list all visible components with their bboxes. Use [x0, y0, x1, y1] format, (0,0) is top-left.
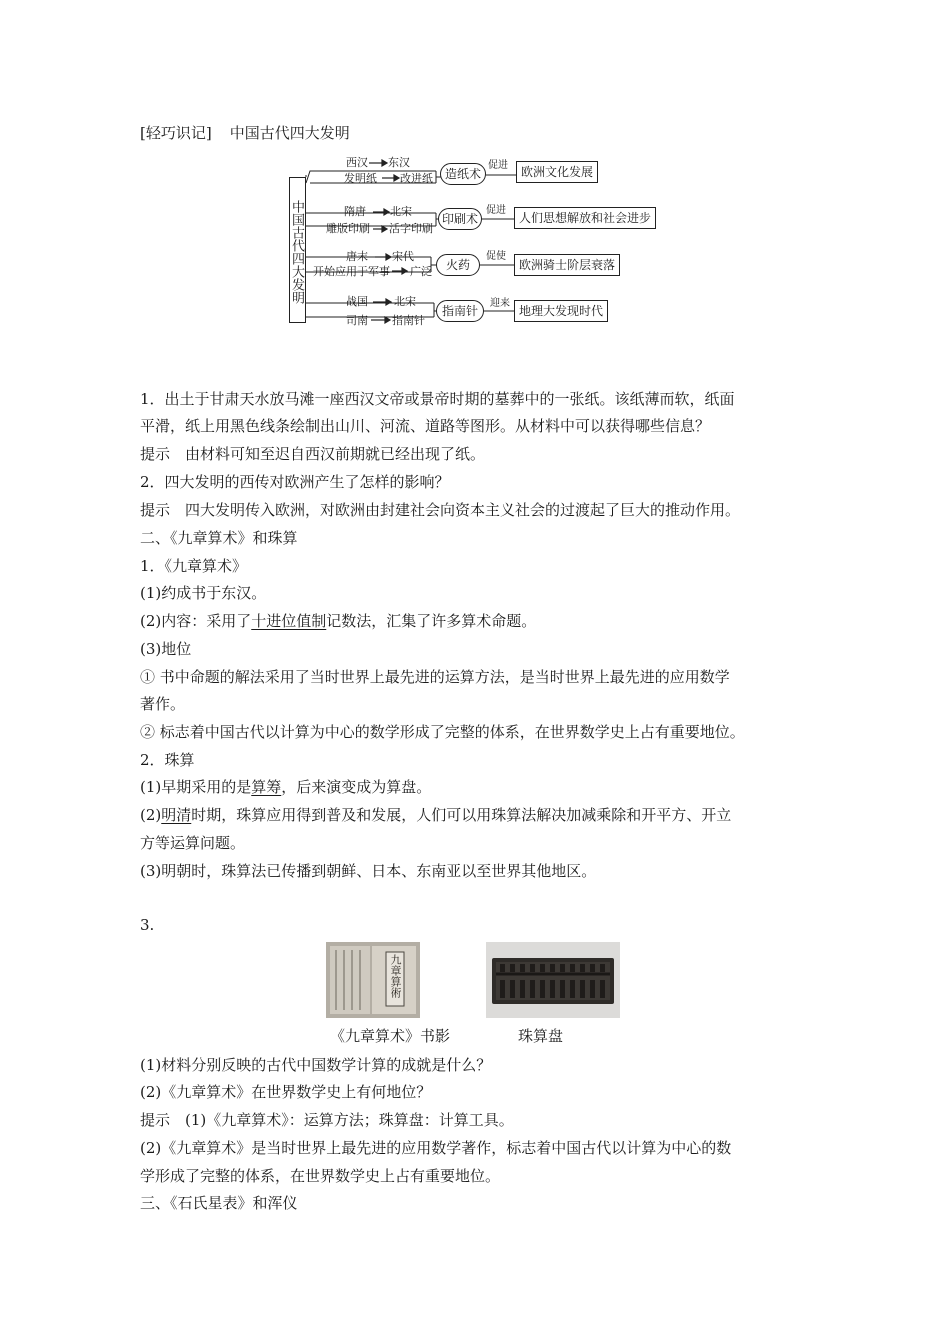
section2-p1: (1)约成书于东汉。: [140, 584, 267, 602]
invention-printing: 印刷术: [438, 208, 482, 230]
caption-book: 《九章算术》书影: [330, 1027, 451, 1045]
p2-suffix: 记数法，汇集了许多算术命题。: [326, 612, 537, 630]
section3-title: 三、《石氏星表》和浑仪: [140, 1194, 298, 1212]
p2-underlined-term: 十进位值制: [251, 612, 327, 630]
q1-line-1: 1．出土于甘肃天水放马滩一座西汉文帝或景帝时期的墓葬中的一张纸。该纸薄而软，纸面: [140, 390, 735, 408]
q1-line-2: 平滑，纸上用黑色线条绘制出山川、河流、道路等图形。从材料中可以获得哪些信息？: [140, 417, 711, 435]
heading-bracket: [轻巧识记]: [140, 124, 212, 142]
branch2-line1-start: 隋唐: [344, 205, 366, 218]
q3-question-b: (2)《九章算术》在世界数学史上有何地位？: [140, 1083, 432, 1101]
branch4-line1-end: 北宋: [394, 295, 416, 308]
branch4-line2-end: 指南针: [392, 314, 425, 327]
p7-underlined-term: 明清: [161, 806, 192, 824]
section2-p4a: ① 书中命题的解法采用了当时世界上最先进的运算方法，是当时世界上最先进的应用数学: [140, 668, 730, 686]
branch1-line2-end: 改进纸: [400, 172, 433, 185]
branch4-line2-start: 司南: [346, 314, 368, 327]
branch3-line1-end: 宋代: [392, 250, 414, 263]
q1-hint: 提示 由材料可知至迟自西汉前期就已经出现了纸。: [140, 445, 486, 463]
p7-prefix: (2): [140, 806, 162, 824]
mnemonic-heading: [140, 123, 350, 143]
abacus-illustration: [486, 942, 620, 1018]
p6-suffix: ，后来演变成为算盘。: [281, 778, 432, 796]
abacus-photo: [486, 942, 620, 1018]
effect-compass: 地理大发现时代: [514, 300, 608, 322]
heading-title: 中国古代四大发明: [229, 124, 350, 142]
section2-p7b: 方等运算问题。: [140, 834, 246, 852]
section2-p6: [140, 777, 431, 797]
diagram-root-box: 中国古代四大发明: [289, 177, 306, 323]
four-inventions-diagram: [286, 153, 676, 325]
jiuzhang-book-photo: [326, 942, 420, 1018]
section2-title: 二、《九章算术》和珠算: [140, 529, 298, 547]
p6-underlined-term: 算筹: [251, 778, 282, 796]
branch4-verb: 迎来: [490, 298, 510, 309]
invention-papermaking: 造纸术: [440, 163, 486, 185]
section2-p2: [140, 611, 536, 631]
branch2-line1-end: 北宋: [390, 205, 412, 218]
branch3-verb: 促使: [486, 251, 506, 262]
effect-gunpowder: 欧洲骑士阶层衰落: [514, 254, 620, 276]
branch2-verb: 促进: [486, 205, 506, 216]
caption-abacus: 珠算盘: [518, 1027, 564, 1045]
q3-hint-1: 提示 (1)《九章算术》：运算方法；珠算盘：计算工具。: [140, 1111, 514, 1129]
q2-hint: 提示 四大发明传入欧洲，对欧洲由封建社会向资本主义社会的过渡起了巨大的推动作用。: [140, 501, 741, 519]
branch2-line2-end: 活字印刷: [389, 222, 433, 235]
q3-question-a: (1)材料分别反映的古代中国数学计算的成就是什么？: [140, 1056, 492, 1074]
branch4-line1-start: 战国: [346, 295, 368, 308]
section2-p8: (3)明朝时，珠算法已传播到朝鲜、日本、东南亚以至世界其他地区。: [140, 862, 597, 880]
branch3-line1-start: 唐末: [346, 250, 368, 263]
effect-printing: 人们思想解放和社会进步: [514, 207, 656, 229]
section2-sub1: 1．《九章算术》: [140, 557, 248, 575]
p2-prefix: (2)内容：采用了: [140, 612, 252, 630]
branch1-line2-start: 发明纸: [344, 172, 377, 185]
branch3-line2-start: 开始应用于军事: [313, 265, 390, 278]
q2-question: 2．四大发明的西传对欧洲产生了怎样的影响？: [140, 473, 450, 491]
book-cover-title: 九章算術: [389, 954, 402, 998]
branch3-line2-end: 广泛: [410, 265, 432, 278]
p6-prefix: (1)早期采用的是: [140, 778, 252, 796]
section2-p5: ② 标志着中国古代以计算为中心的数学形成了完整的体系，在世界数学史上占有重要地位。: [140, 723, 745, 741]
section2-sub2: 2．珠算: [140, 751, 195, 769]
book-illustration: [326, 942, 420, 1018]
branch1-line1-start: 西汉: [346, 156, 368, 169]
effect-papermaking: 欧洲文化发展: [516, 161, 598, 183]
invention-compass: 指南针: [436, 300, 484, 322]
p7-suffix: 时期，珠算应用得到普及和发展，人们可以用珠算法解决加减乘除和开平方、开立: [191, 806, 732, 824]
section2-p7: [140, 805, 731, 825]
branch1-verb: 促进: [488, 160, 508, 171]
branch2-line2-start: 雕版印刷: [326, 222, 370, 235]
invention-gunpowder: 火药: [436, 254, 480, 276]
q3-number: 3.: [140, 916, 155, 934]
section2-p4b: 著作。: [140, 695, 186, 713]
section2-p3: (3)地位: [140, 640, 192, 658]
q3-hint-2a: (2)《九章算术》是当时世界上最先进的应用数学著作，标志着中国古代以计算为中心的数: [140, 1139, 732, 1157]
q3-hint-2b: 学形成了完整的体系，在世界数学史上占有重要地位。: [140, 1167, 501, 1185]
branch1-line1-end: 东汉: [388, 156, 410, 169]
